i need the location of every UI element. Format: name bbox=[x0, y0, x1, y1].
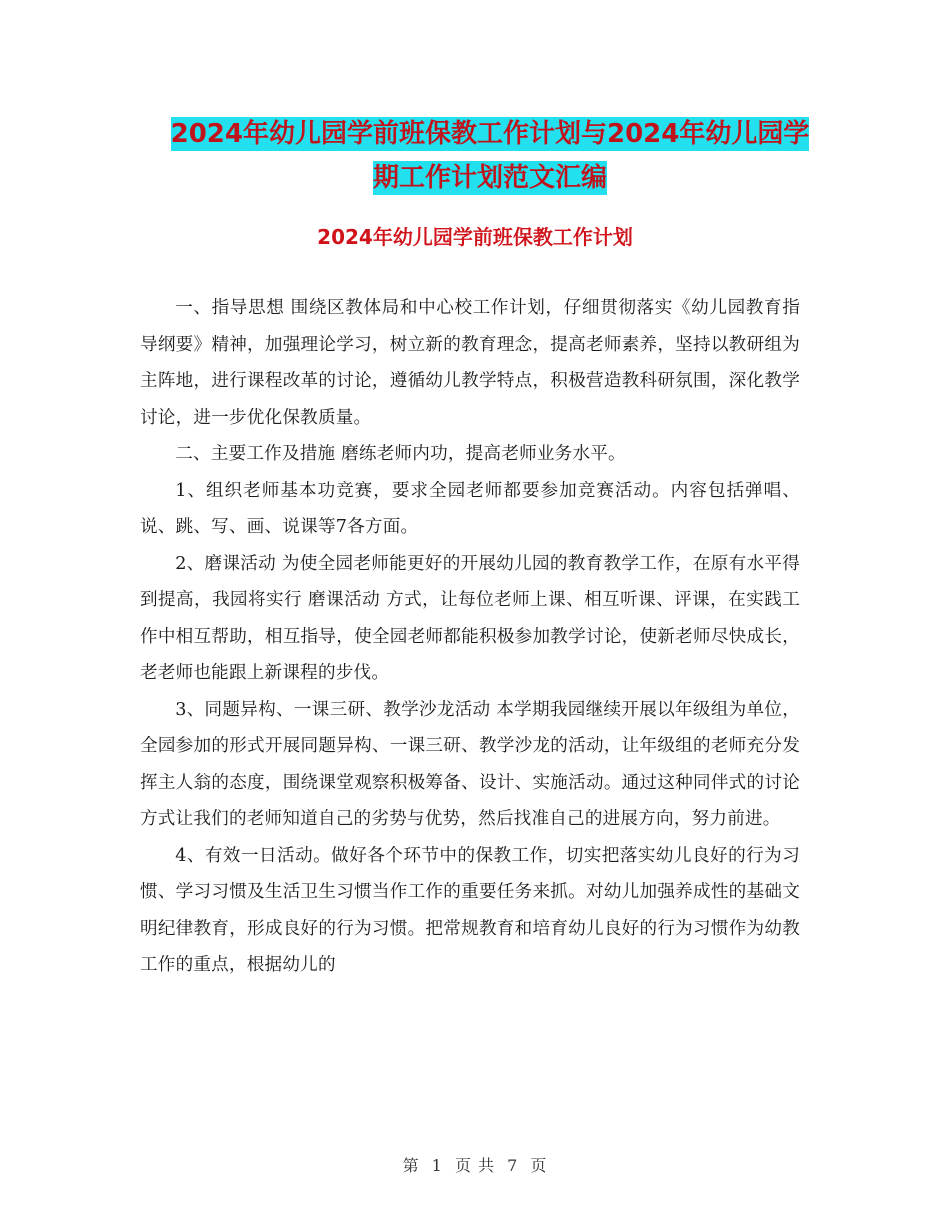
document-body bbox=[140, 290, 800, 984]
footer-prefix: 第 bbox=[402, 1156, 420, 1175]
document-title-line-1: 2024年幼儿园学前班保教工作计划与2024年幼儿园学 bbox=[170, 119, 810, 149]
paragraph-guiding-ideology: 一、指导思想 围绕区教体局和中心校工作计划，仔细贯彻落实《幼儿园教育指导纲要》精神，加强理论学习，树立新的教育理念，提高老师素养，坚持以教研组为主阵地，进行课程改革的讨论，遵循幼儿教学特点，积极营造教科研氛围，深化教学讨论，进一步优化保教质量。 bbox=[140, 298, 800, 428]
footer-mid: 页 共 bbox=[454, 1156, 496, 1175]
document-title bbox=[140, 112, 840, 200]
paragraph-item-3: 3、同题异构、一课三研、教学沙龙活动 本学期我园继续开展以年级组为单位，全园参加的形式开展同题异构、一课三研、教学沙龙的活动，让年级组的老师充分发挥主人翁的态度，围绕课堂观察积极筹备、设计、实施活动。通过这种同伴式的讨论方式让我们的老师知道自己的劣势与优势，然后找准自己的进展方向，努力前进。 bbox=[140, 699, 800, 829]
footer-total-pages: 7 bbox=[507, 1156, 519, 1175]
paragraph-item-1: 1、组织老师基本功竞赛，要求全园老师都要参加竞赛活动。内容包括弹唱、说、跳、写、画、说课等7各方面。 bbox=[140, 480, 800, 537]
page-footer bbox=[0, 1153, 950, 1176]
paragraph-item-2: 2、磨课活动 为使全园老师能更好的开展幼儿园的教育教学工作，在原有水平得到提高，我园将实行 磨课活动 方式，让每位老师上课、相互听课、评课，在实践工作中相互帮助，相互指导，使全园老师都能积极参加教学讨论，使新老师尽快成长，老老师也能跟上新课程的步伐。 bbox=[140, 553, 800, 683]
footer-current-page: 1 bbox=[431, 1156, 443, 1175]
document-title-line-2: 期工作计划范文汇编 bbox=[372, 163, 607, 193]
paragraph-main-work: 二、主要工作及措施 磨练老师内功，提高老师业务水平。 bbox=[175, 444, 626, 464]
section-title: 2024年幼儿园学前班保教工作计划 bbox=[317, 225, 633, 249]
footer-suffix: 页 bbox=[530, 1156, 548, 1175]
paragraph-item-4: 4、有效一日活动。做好各个环节中的保教工作，切实把落实幼儿良好的行为习惯、学习习惯及生活卫生习惯当作工作的重要任务来抓。对幼儿加强养成性的基础文明纪律教育，形成良好的行为习惯。把常规教育和培育幼儿良好的行为习惯作为幼教工作的重点，根据幼儿的 bbox=[140, 845, 800, 975]
